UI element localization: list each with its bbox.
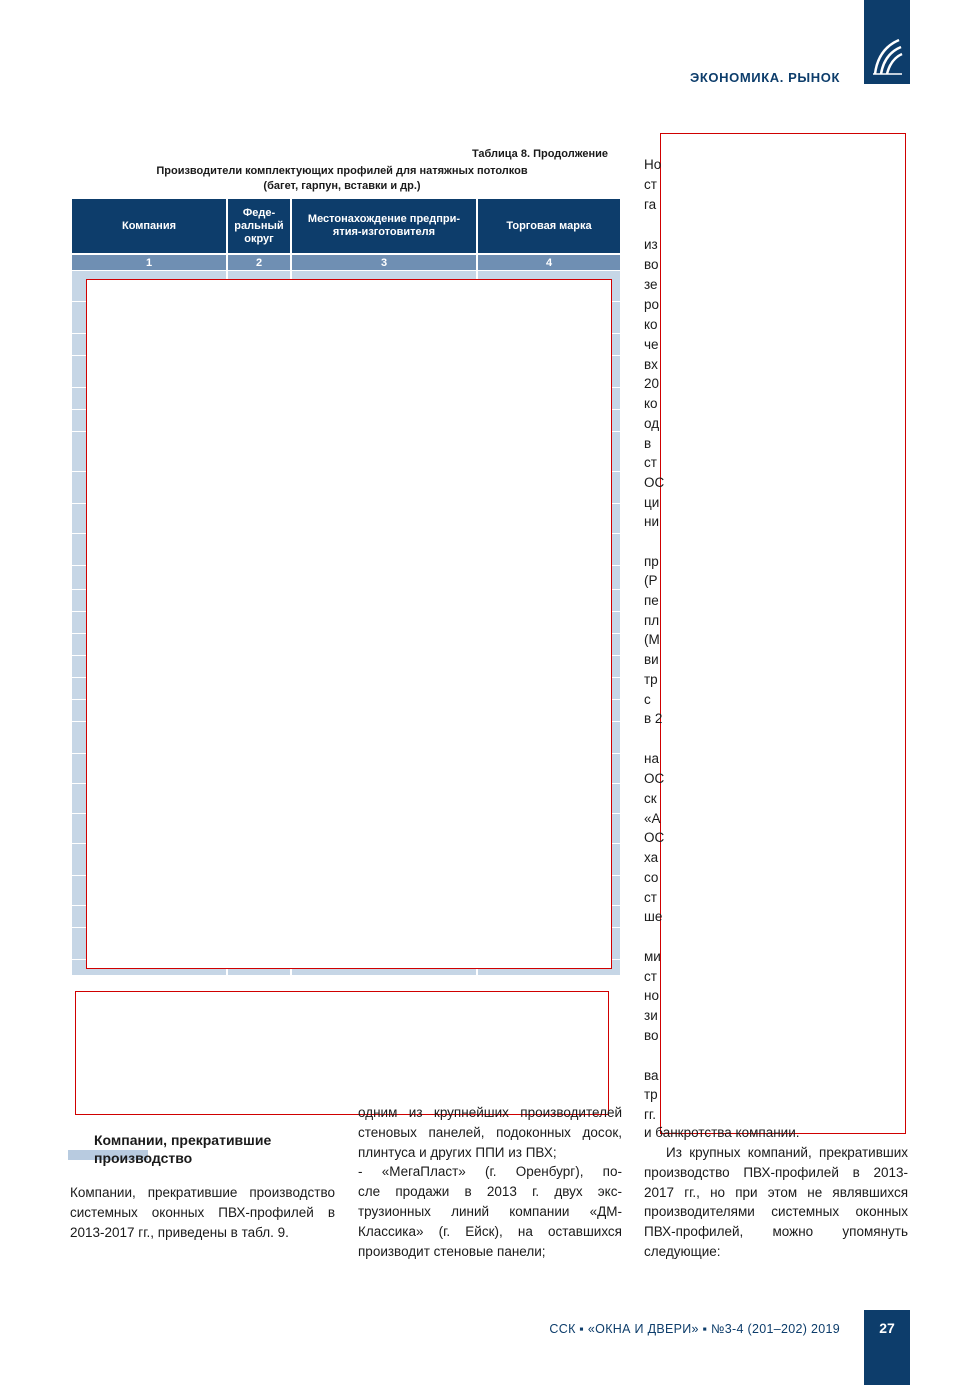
text-fragment: ст	[644, 455, 657, 470]
header-tab	[864, 0, 910, 84]
text-fragment: вх	[644, 357, 658, 372]
text-fragment: со	[644, 870, 659, 885]
text-fragment: ви	[644, 652, 659, 667]
text-line: сле продажи в 2013 г. двух экс-	[358, 1184, 622, 1200]
text-fragment: зи	[644, 1008, 658, 1023]
section-label: ЭКОНОМИКА. РЫНОК	[690, 70, 840, 85]
text-fragment: Но	[644, 157, 662, 172]
column-number: 4	[478, 255, 620, 270]
redacted-text-region	[75, 991, 609, 1115]
text-fragment: 20	[644, 376, 660, 391]
redacted-table-region	[86, 279, 612, 969]
text-line: одним из крупнейших производителей	[358, 1105, 622, 1120]
text-fragment: ко	[644, 317, 658, 332]
right-column-tail: и банкротства компании.	[644, 1125, 800, 1140]
column-header-brand: Торговая марка	[478, 199, 620, 253]
text-fragment: из	[644, 237, 658, 252]
column-number: 1	[72, 255, 226, 270]
text-fragment: ха	[644, 850, 659, 865]
text-fragment: в	[644, 436, 652, 451]
text-fragment: ОС	[644, 771, 665, 786]
page-number-tab	[864, 1310, 910, 1385]
middle-column-text	[358, 1103, 622, 1261]
right-column-paragraph: Из крупных компаний, прекративших производство ПВХ-профилей в 2013-2017 гг., но при этом не являвшихся производителями системных оконных ПВХ-профилей, можно упомянуть следующие:	[644, 1145, 908, 1259]
text-fragment: ци	[644, 495, 660, 510]
redacted-column-region	[660, 133, 906, 1134]
text-line: Классика» (г. Ейск), на оставшихся	[358, 1223, 622, 1239]
text-line: производит стеновые панели;	[358, 1243, 546, 1259]
column-header-company: Компания	[72, 199, 226, 253]
text-fragment: га	[644, 197, 657, 212]
text-fragment: в 2	[644, 711, 663, 726]
text-fragment: во	[644, 257, 659, 272]
table-title-line-2: (багет, гарпун, вставки и др.)	[263, 180, 421, 192]
text-fragment: ОС	[644, 830, 665, 845]
text-fragment: с	[644, 692, 651, 707]
section-paragraph: Компании, прекратившие производство системных оконных ПВХ-профилей в 2013-2017 гг., приведены в табл. 9.	[70, 1185, 335, 1240]
text-fragment: пр	[644, 554, 659, 569]
text-line: плинтуса и других ППИ из ПВХ;	[358, 1144, 557, 1160]
text-fragment: че	[644, 337, 659, 352]
publisher-logo-icon	[871, 36, 903, 76]
text-fragment: ОС	[644, 475, 665, 490]
text-fragment: тр	[644, 672, 658, 687]
text-fragment: гг.	[644, 1107, 656, 1122]
text-fragment: пл	[644, 613, 660, 628]
text-line: трузионных линий компании «ДМ-	[358, 1203, 622, 1219]
text-fragment: на	[644, 751, 659, 766]
text-fragment: ст	[644, 177, 657, 192]
table-column-numbers	[72, 255, 620, 270]
text-line: стеновых панелей, подоконных досок,	[358, 1124, 622, 1140]
column-header-location: Местонахождение предпри-ятия-изготовителя	[292, 199, 476, 253]
column-header-district: Феде-ральный округ	[228, 199, 290, 253]
text-fragment: ск	[644, 791, 657, 806]
table-header	[72, 199, 620, 253]
column-number: 3	[292, 255, 476, 270]
table-caption: Таблица 8. Продолжение	[471, 148, 608, 160]
text-fragment: ст	[644, 890, 657, 905]
page-number: 27	[879, 1320, 895, 1336]
text-fragment: зе	[644, 277, 658, 292]
text-fragment: во	[644, 1028, 659, 1043]
text-fragment: пе	[644, 593, 659, 608]
text-fragment: «А	[644, 811, 661, 826]
section-heading: Компании, прекратившие производство	[94, 1132, 272, 1166]
footer-publication: ССК ▪ «ОКНА И ДВЕРИ» ▪ №3-4 (201–202) 2019	[549, 1322, 840, 1336]
text-fragment: (М	[644, 632, 660, 647]
text-fragment: ко	[644, 396, 658, 411]
text-fragment: ва	[644, 1068, 659, 1083]
text-fragment: од	[644, 416, 660, 431]
text-fragment: (Р	[644, 573, 658, 588]
text-line: - «МегаПласт» (г. Оренбург), по-	[358, 1164, 622, 1180]
text-fragment: тр	[644, 1087, 658, 1102]
text-fragment: ни	[644, 514, 659, 529]
text-fragment: но	[644, 988, 659, 1003]
text-fragment: ро	[644, 297, 660, 312]
text-fragment: ст	[644, 969, 657, 984]
text-fragment: ми	[644, 949, 661, 964]
column-number: 2	[228, 255, 290, 270]
table-title-line-1: Производители комплектующих профилей для натяжных потолков	[156, 165, 528, 177]
text-fragment: ше	[644, 909, 663, 924]
table-title	[72, 164, 612, 194]
